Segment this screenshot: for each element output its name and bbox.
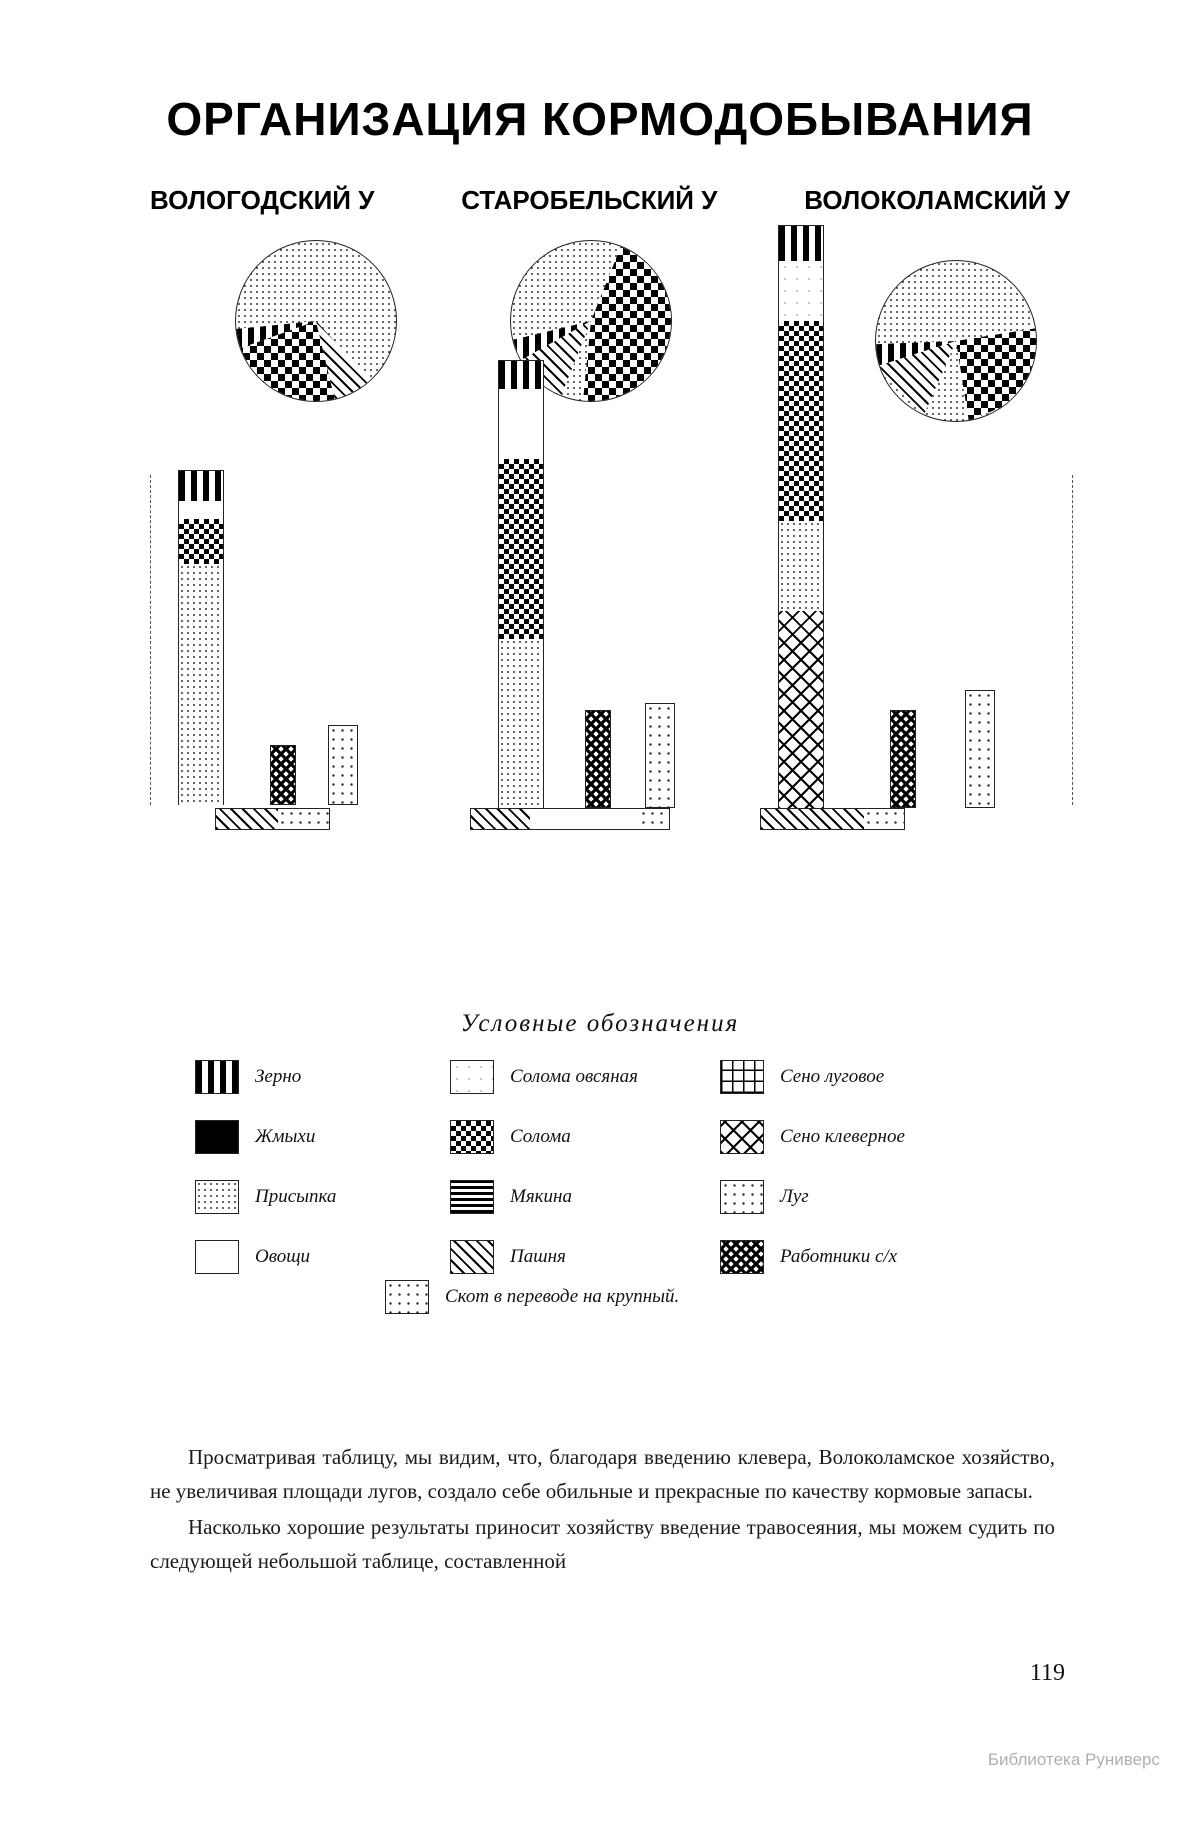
bar-seg-soloma-ovsyanaya <box>779 261 823 321</box>
legend-label: Овощи <box>255 1246 311 1267</box>
legend-column-2 <box>450 1055 730 1295</box>
bar-cattle-starobelsky <box>645 703 675 808</box>
legend-label: Скот в переводе на крупный. <box>445 1286 680 1307</box>
library-watermark: Библиотека Руниверс <box>987 1750 1160 1769</box>
bar-cattle-volokolamsky <box>965 690 995 808</box>
legend-item-lug <box>720 1175 1000 1219</box>
legend-item-ovoshi <box>195 1235 475 1279</box>
legend-item-soloma-ovsyanaya <box>450 1055 730 1099</box>
swatch-big-dots-icon <box>385 1280 429 1314</box>
swatch-big-dots-icon <box>720 1180 764 1214</box>
legend <box>195 1055 1025 1275</box>
baseline-starobelsky <box>470 808 670 830</box>
bar-seg-seno-klevernoe <box>779 611 823 809</box>
body-text <box>150 1440 1055 1580</box>
swatch-zigzag-icon <box>720 1240 764 1274</box>
baseline-lug <box>278 809 329 829</box>
legend-item-skot <box>385 1280 679 1314</box>
legend-label: Солома овсяная <box>510 1066 639 1087</box>
baseline-pashnya <box>761 809 864 829</box>
column-title-volokolamsky: ВОЛОКОЛАМСКИЙ У <box>804 185 1070 215</box>
baseline-pashnya <box>216 809 278 829</box>
baseline-vologodsky <box>215 808 330 830</box>
bar-workers-vologodsky <box>270 745 296 805</box>
legend-column-1 <box>195 1055 475 1295</box>
legend-label: Пашня <box>510 1246 566 1267</box>
swatch-vertical-bars-icon <box>195 1060 239 1094</box>
bar-seg-prisypka <box>779 521 823 611</box>
swatch-checkerboard-icon <box>450 1120 494 1154</box>
legend-item-soloma <box>450 1115 730 1159</box>
swatch-diagonal-hatch-icon <box>450 1240 494 1274</box>
bar-seg-zerno <box>779 226 823 261</box>
bar-feed-volokolamsky <box>778 225 824 808</box>
baseline-blank <box>530 809 639 829</box>
swatch-fine-dots-icon <box>195 1180 239 1214</box>
bar-workers-starobelsky <box>585 710 611 808</box>
baseline-lug <box>639 809 669 829</box>
chart-figure <box>110 225 1110 865</box>
bar-cattle-vologodsky <box>328 725 358 805</box>
legend-label: Зерно <box>255 1066 302 1087</box>
bar-feed-starobelsky <box>498 360 544 808</box>
bar-seg-zerno <box>499 361 543 389</box>
legend-label: Жмыхи <box>255 1126 316 1147</box>
page-number: 119 <box>1029 1660 1065 1686</box>
page-title: ОРГАНИЗАЦИЯ КОРМОДОБЫВАНИЯ <box>166 93 1034 145</box>
pie-slice-soloma <box>876 261 1036 421</box>
column-title-starobelsky: СТАРОБЕЛЬСКИЙ У <box>461 185 718 215</box>
legend-title: Условные обозначения <box>460 1010 740 1037</box>
legend-label: Солома <box>510 1126 571 1147</box>
bar-seg-prisypka <box>179 564 223 806</box>
swatch-cross-hatch-icon <box>720 1120 764 1154</box>
swatch-horizontal-bars-icon <box>450 1180 494 1214</box>
paragraph-2: Насколько хорошие результаты приносит хозяйству введение травосеяния, мы можем судить по следующей небольшой таблице, составленной <box>150 1515 1055 1573</box>
guide-line-right <box>1072 475 1073 805</box>
baseline-pashnya <box>471 809 530 829</box>
column-titles <box>150 185 1070 216</box>
pie-chart-vologodsky <box>235 240 397 402</box>
legend-label: Сено луговое <box>780 1066 885 1087</box>
pie-chart-volokolamsky <box>875 260 1037 422</box>
swatch-white-icon <box>195 1240 239 1274</box>
bar-seg-soloma <box>499 459 543 639</box>
column-title-vologodsky: ВОЛОГОДСКИЙ У <box>150 185 375 215</box>
legend-label: Работники с/х <box>780 1246 898 1267</box>
bar-seg-prisypka <box>499 639 543 809</box>
bar-seg-soloma <box>179 519 223 564</box>
chart-group-volokolamsky <box>760 225 1090 865</box>
bar-seg-ovoshi <box>179 501 223 519</box>
swatch-grid-icon <box>720 1060 764 1094</box>
bar-seg-zerno <box>179 471 223 501</box>
legend-item-zhmyhi <box>195 1115 475 1159</box>
legend-item-seno-klevernoe <box>720 1115 1000 1159</box>
chart-group-starobelsky <box>450 225 780 865</box>
bar-seg-ovoshi <box>499 389 543 459</box>
bar-workers-volokolamsky <box>890 710 916 808</box>
legend-label: Мякина <box>510 1186 572 1207</box>
paragraph-1: Просматривая таблицу, мы видим, что, благодаря введению клевера, Волоколамское хозяйство, не увеличивая площади лугов, создало себе обильные и прекрасные по качеству кормовые запасы. <box>150 1445 1055 1503</box>
legend-label: Луг <box>780 1186 809 1207</box>
swatch-sparse-dots-icon <box>450 1060 494 1094</box>
baseline-volokolamsky <box>760 808 905 830</box>
guide-line-left <box>150 475 151 805</box>
legend-item-pashnya <box>450 1235 730 1279</box>
legend-item-prisypka <box>195 1175 475 1219</box>
legend-item-seno-lugovoe <box>720 1055 1000 1099</box>
legend-label: Присыпка <box>255 1186 337 1207</box>
baseline-lug <box>864 809 904 829</box>
legend-item-rabotniki <box>720 1235 1000 1279</box>
swatch-solid-black-icon <box>195 1120 239 1154</box>
legend-label: Сено клеверное <box>780 1126 905 1147</box>
bar-seg-soloma <box>779 321 823 521</box>
bar-feed-vologodsky <box>178 470 224 805</box>
legend-column-3 <box>720 1055 1000 1295</box>
legend-item-myakina <box>450 1175 730 1219</box>
legend-item-zerno <box>195 1055 475 1099</box>
chart-group-vologodsky <box>130 225 460 865</box>
